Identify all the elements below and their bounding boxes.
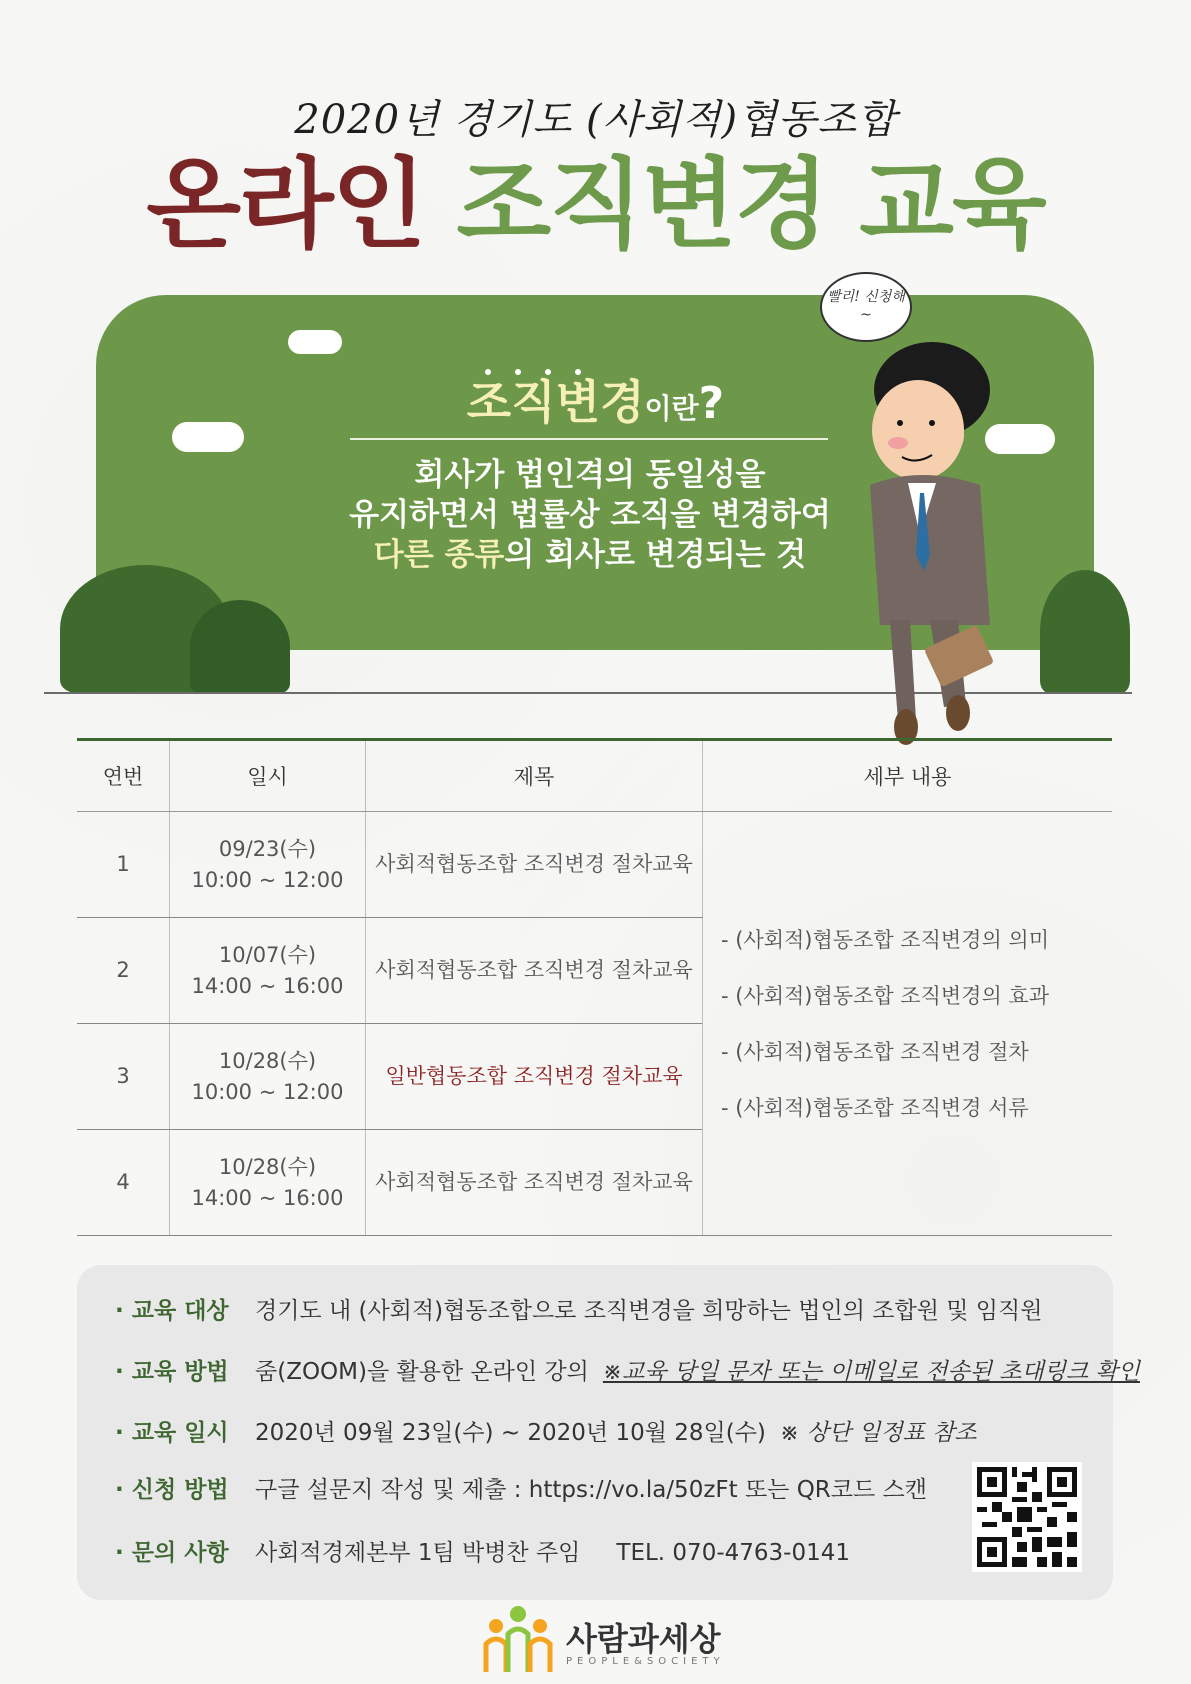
row-number: 4 — [77, 1130, 170, 1236]
hero-desc-highlight: 다른 종류 — [373, 537, 505, 573]
info-target — [115, 1291, 1042, 1331]
row-time: 14:00 ~ 16:00 — [191, 973, 344, 998]
info-contact — [115, 1533, 850, 1573]
logo-subtitle: PEOPLE&SOCIETY — [566, 1656, 725, 1667]
info-apply — [115, 1470, 927, 1510]
qr-code-icon[interactable] — [972, 1462, 1082, 1572]
businessman-illustration — [840, 335, 1020, 755]
row-number: 2 — [77, 918, 170, 1024]
hero-heading-question: ? — [698, 378, 725, 429]
table-header-row — [77, 740, 1112, 812]
row-time: 10:00 ~ 12:00 — [191, 1079, 344, 1104]
cloud-icon — [288, 330, 342, 354]
col-header-details: 세부 내용 — [703, 740, 1113, 812]
title-online: 온라인 — [146, 148, 425, 262]
row-date: 10/28(수) — [218, 1154, 317, 1179]
info-date-label: · 교육 일시 — [115, 1420, 229, 1446]
row-datetime — [170, 1024, 366, 1130]
row-number: 1 — [77, 812, 170, 918]
info-method-label: · 교육 방법 — [115, 1359, 229, 1385]
hero-divider — [350, 438, 828, 440]
row-time: 14:00 ~ 16:00 — [191, 1185, 344, 1210]
info-date — [115, 1413, 977, 1453]
info-contact-label: · 문의 사항 — [115, 1540, 229, 1566]
info-date-note: ※ 상단 일정표 참조 — [779, 1420, 977, 1446]
row-date: 09/23(수) — [218, 836, 317, 861]
bush-icon — [190, 600, 290, 693]
row-title: 일반협동조합 조직변경 절차교육 — [366, 1024, 703, 1130]
poster-title — [0, 150, 1191, 260]
title-course: 조직변경 교육 — [456, 148, 1045, 262]
hero-description — [330, 455, 850, 575]
row-date: 10/07(수) — [218, 942, 317, 967]
row-title: 사회적협동조합 조직변경 절차교육 — [366, 812, 703, 918]
info-method-note: ※교육 당일 문자 또는 이메일로 전송된 초대링크 확인 — [602, 1359, 1140, 1385]
row-datetime — [170, 1130, 366, 1236]
row-title: 사회적협동조합 조직변경 절차교육 — [366, 1130, 703, 1236]
hero-desc-line-3 — [330, 535, 850, 575]
info-target-label: · 교육 대상 — [115, 1298, 229, 1324]
info-apply-value[interactable]: 구글 설문지 작성 및 제출 : https://vo.la/50zFt 또는 QR코드 스캔 — [255, 1477, 927, 1503]
hero-desc-line-2: 유지하면서 법률상 조직을 변경하여 — [349, 497, 831, 533]
info-contact-value: 사회적경제본부 1팀 박병찬 주임 — [255, 1540, 581, 1566]
col-header-date: 일시 — [170, 740, 366, 812]
hero-desc-line-3-rest: 의 회사로 변경되는 것 — [504, 537, 807, 573]
bush-icon — [1040, 570, 1130, 693]
hero-heading-small: 이란 — [644, 392, 699, 425]
detail-item: - (사회적)협동조합 조직변경 절차 — [721, 1039, 1029, 1064]
hero-desc-line-1: 회사가 법인격의 동일성을 — [414, 457, 766, 493]
detail-item: - (사회적)협동조합 조직변경의 효과 — [721, 983, 1049, 1008]
poster-subtitle: 2020년 경기도 (사회적)협동조합 — [294, 97, 897, 143]
row-datetime — [170, 812, 366, 918]
info-box — [77, 1265, 1140, 1600]
speech-bubble: 빨리! 신청해~ — [820, 272, 912, 342]
people-society-logo-icon — [478, 1604, 558, 1674]
row-time: 10:00 ~ 12:00 — [191, 867, 344, 892]
info-target-value: 경기도 내 (사회적)협동조합으로 조직변경을 희망하는 법인의 조합원 및 임직원 — [255, 1298, 1043, 1324]
info-method-value: 줌(ZOOM)을 활용한 온라인 강의 — [255, 1359, 589, 1385]
col-header-no: 연번 — [77, 740, 170, 812]
table-row — [77, 812, 1112, 918]
info-method — [115, 1352, 1140, 1392]
detail-item: - (사회적)협동조합 조직변경 서류 — [721, 1095, 1029, 1120]
row-number: 3 — [77, 1024, 170, 1130]
logo-name: 사람과세상 — [566, 1620, 721, 1658]
info-date-value: 2020년 09월 23일(수) ~ 2020년 10월 28일(수) — [255, 1420, 766, 1446]
row-title: 사회적협동조합 조직변경 절차교육 — [366, 918, 703, 1024]
info-apply-label: · 신청 방법 — [115, 1477, 229, 1503]
detail-item: - (사회적)협동조합 조직변경의 의미 — [721, 927, 1049, 952]
hero-heading-main: 조직변경 — [466, 375, 645, 429]
details-cell — [703, 812, 1113, 1236]
info-contact-tel: TEL. 070-4763-0141 — [616, 1540, 850, 1566]
row-datetime — [170, 918, 366, 1024]
row-date: 10/28(수) — [218, 1048, 317, 1073]
schedule-table — [77, 738, 1112, 1236]
col-header-title: 제목 — [366, 740, 703, 812]
